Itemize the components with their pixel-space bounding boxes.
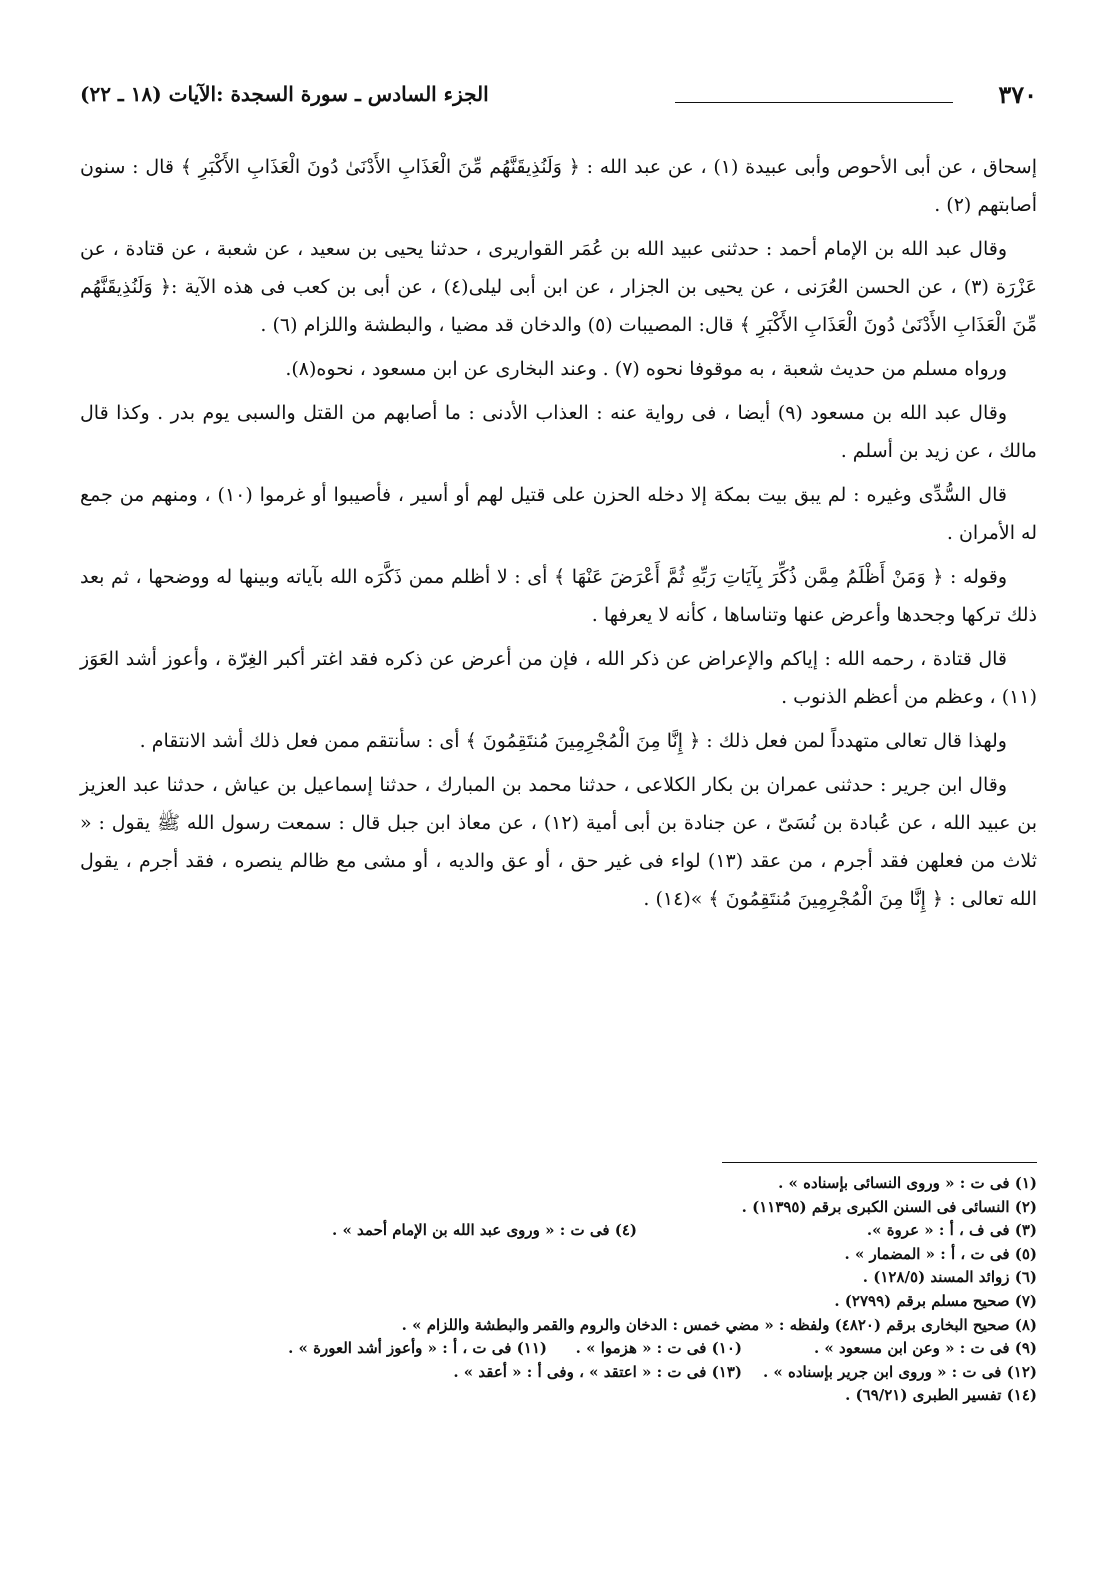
footnote: (٢) النسائى فى السنن الكبرى برقم (١١٣٩٥) . (741, 1197, 1037, 1216)
footnote: (٧) صحيح مسلم برقم (٢٧٩٩) . (834, 1291, 1037, 1310)
footnote-row (80, 1266, 1037, 1290)
footnote-row (80, 1384, 1037, 1408)
footnote: (٥) فى ت ، أ : « المضمار » . (844, 1244, 1037, 1263)
footnote-row (80, 1172, 1037, 1196)
paragraph: قال قتادة ، رحمه الله : إياكم والإعراض عن ذكر الله ، فإن من أعرض عن ذكره فقد اغتر أكبر الغِرّة ، وأعوز أشد العَوَز (١١) ، وعظم من أعظم الذنوب . (80, 648, 1037, 708)
footnote: (٤) فى ت : « وروى عبد الله بن الإمام أحمد » . (332, 1221, 637, 1240)
running-title: الجزء السادس ـ سورة السجدة :الآيات (١٨ ـ ٢٢) (80, 82, 489, 106)
paragraph: وقال ابن جرير : حدثنى عمران بن بكار الكلاعى ، حدثنا محمد بن المبارك ، حدثنا إسماعيل بن عياش ، حدثنا عبد العزيز بن عبيد الله ، عن عُبادة بن نُسَىّ ، عن جنادة بن أبى أمية (١٢) ، عن معاذ ابن جبل قال : سمعت رسول الله ﷺ يقول : « ثلاث من فعلهن فقد أجرم ، من عقد (١٣) لواء فى غير حق ، أو عق والديه ، أو مشى مع ظالم ينصره ، فقد أجرم ، يقول الله تعالى : ﴿ إِنَّا مِنَ الْمُجْرِمِينَ مُنتَقِمُونَ ﴾ »(١٤) . (80, 774, 1037, 910)
footnote: (١٠) فى ت : « هزموا » . (575, 1339, 742, 1358)
footnote: (٣) فى ف ، أ : « عروة ». (866, 1221, 1037, 1240)
paragraph: وقال عبد الله بن الإمام أحمد : حدثنى عبيد الله بن عُمَر القواريرى ، حدثنا يحيى بن سعيد ، عن شعبة ، عن قتادة ، عن عَزْرَة (٣) ، عن الحسن العُرَنى ، عن يحيى بن الجزار ، عن ابن أبى ليلى(٤) ، عن أبى بن كعب فى هذه الآية :﴿ وَلَنُذِيقَنَّهُم مِّنَ الْعَذَابِ الأَدْنَىٰ دُونَ الْعَذَابِ الأَكْبَرِ ﴾ قال: المصيبات (٥) والدخان قد مضيا ، والبطشة واللزام (٦) . (80, 238, 1037, 336)
footnote: (٨) صحيح البخارى برقم (٤٨٢٠) ولفظه : « مضي خمس : الدخان والروم والقمر والبطشة واللزام » . (401, 1315, 1037, 1334)
footnote: (١) فى ت : « وروى النسائى بإسناده » . (778, 1174, 1037, 1192)
footnote-row (80, 1290, 1037, 1314)
footnote: (١٢) فى ت : « وروى ابن جرير بإسناده » . (762, 1362, 1037, 1381)
footnote-row (80, 1243, 1037, 1267)
footnotes (80, 1172, 1037, 1408)
footnote-rule (722, 1162, 1037, 1163)
footnote: (١٤) تفسير الطبرى (٦٩/٢١) . (845, 1386, 1037, 1405)
paragraph: وقال عبد الله بن مسعود (٩) أيضا ، فى رواية عنه : العذاب الأدنى : ما أصابهم من القتل والسبى يوم بدر . وكذا قال مالك ، عن زيد بن أسلم . (80, 402, 1037, 462)
paragraph: إسحاق ، عن أبى الأحوص وأبى عبيدة (١) ، عن عبد الله : ﴿ وَلَنُذِيقَنَّهُم مِّنَ الْعَذَابِ الأَدْنَىٰ دُونَ الْعَذَابِ الأَكْبَرِ ﴾ قال : سنون أصابتهم (٢) . (80, 156, 1037, 216)
footnote-row (80, 1314, 1037, 1338)
paragraph: وقوله : ﴿ وَمَنْ أَظْلَمُ مِمَّن ذُكِّرَ بِآيَاتِ رَبِّهِ ثُمَّ أَعْرَضَ عَنْهَا ﴾ أى : لا أظلم ممن ذَكَّرَه الله بآياته وبينها له ووضحها ، ثم بعد ذلك تركها وجحدها وأعرض عنها وتناساها ، كأنه لا يعرفها . (80, 566, 1037, 626)
header-rule (675, 102, 953, 103)
paragraph: ولهذا قال تعالى متهدداً لمن فعل ذلك : ﴿ إِنَّا مِنَ الْمُجْرِمِينَ مُنتَقِمُونَ ﴾ أى : سأنتقم ممن فعل ذلك أشد الانتقام . (139, 730, 1007, 752)
footnote-row (80, 1196, 1037, 1220)
footnote-row (80, 1337, 1037, 1361)
footnote: (٦) زوائد المسند (١٢٨/٥) . (862, 1268, 1037, 1287)
footnote-row (80, 1219, 1037, 1243)
paragraph: قال السُّدِّى وغيره : لم يبق بيت بمكة إلا دخله الحزن على قتيل لهم أو أسير ، فأصيبوا أو غرموا (١٠) ، ومنهم من جمع له الأمران . (80, 484, 1037, 544)
running-header (80, 78, 1037, 124)
footnote: (٩) فى ت : « وعن ابن مسعود » . (813, 1339, 1037, 1358)
main-text (80, 148, 1037, 924)
page-number: ٣٧٠ (998, 80, 1037, 109)
footnote: (١١) فى ت ، أ : « وأعوز أشد العورة » . (288, 1339, 547, 1358)
paragraph: ورواه مسلم من حديث شعبة ، به موقوفا نحوه (٧) . وعند البخارى عن ابن مسعود ، نحوه(٨). (285, 358, 1007, 380)
footnote-row (80, 1361, 1037, 1385)
footnote: (١٣) فى ت : « اعتقد » ، وفى أ : « أعقد » . (453, 1362, 742, 1381)
